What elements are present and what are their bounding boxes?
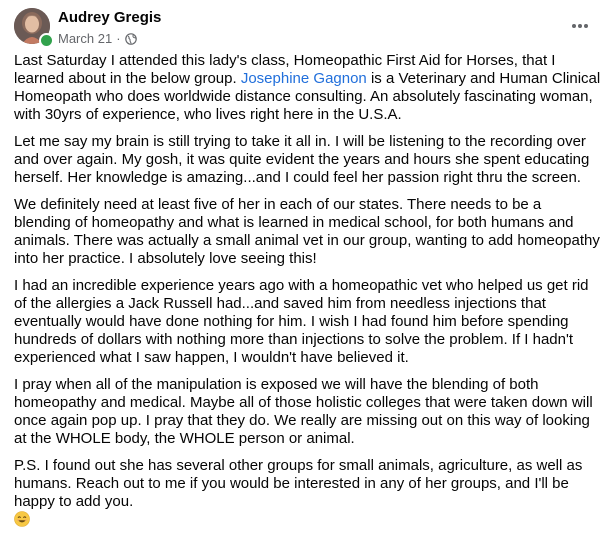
smiling-face-emoji (14, 511, 30, 527)
post-header (14, 8, 596, 48)
post-meta (58, 31, 137, 46)
more-horizontal-icon (572, 24, 576, 28)
post-paragraph: I pray when all of the manipulation is exposed we will have the blending of both homeopathy and medical. Maybe all of those holistic colleges that were taken down will once again pop up. I pray that they do. We really are missing out on this way of looking at the WHOLE body, the WHOLE person or animal. (14, 376, 593, 447)
author-name[interactable]: Audrey Gregis (58, 9, 162, 26)
more-horizontal-icon (584, 24, 588, 28)
online-status-dot (39, 33, 54, 48)
meta-separator: · (116, 31, 121, 46)
post-date[interactable]: March 21 (58, 31, 113, 46)
globe-icon[interactable] (125, 33, 137, 45)
paragraph-text: is a Veterinary and Human Clinical Homeopath who does worldwide distance consulting. An absolutely fascinating woman, with 30yrs of experience, who lives right here in the U.S.A. (14, 70, 601, 123)
post-paragraph (14, 457, 602, 529)
post-paragraph (14, 52, 602, 124)
more-options-button[interactable] (568, 16, 592, 36)
paragraph-text: P.S. I found out she has several other groups for small animals, agriculture, as well as humans. Reach out to me if you would be interested in any of her groups, and I'll be happy to add you. (14, 457, 583, 510)
post-paragraph: We definitely need at least five of her in each of our states. There needs to be a blending of homeopathy and what is learned in medical school, for both humans and animals. There was actually a small animal vet in our group, wanting to add homeopathy into her practice. I absolutely love seeing this! (14, 196, 600, 267)
avatar[interactable] (14, 8, 50, 44)
paragraph-text: Last Saturday I attended this lady's class, Homeopathic First Aid for Horses, that I learned about in the below group. (14, 52, 556, 87)
post-paragraph: Let me say my brain is still trying to take it all in. I will be listening to the recording over and over again. My gosh, it was quite evident the years and hours she spent educating herself. Her knowledge is amazing...and I could feel her passion right thru the screen. (14, 133, 590, 186)
post-paragraph: I had an incredible experience years ago with a homeopathic vet who helped us get rid of the allergies a Jack Russell had...and saved him from needless injections that eventually would have done nothing for him. I wish I had found him before spending hundreds of dollars with nothing more than injections to solve the problem. If I hadn't experienced what I saw happen, I wouldn't have believed it. (14, 277, 589, 366)
post-body (14, 52, 602, 538)
more-horizontal-icon (578, 24, 582, 28)
mention-link[interactable]: Josephine Gagnon (240, 70, 367, 87)
